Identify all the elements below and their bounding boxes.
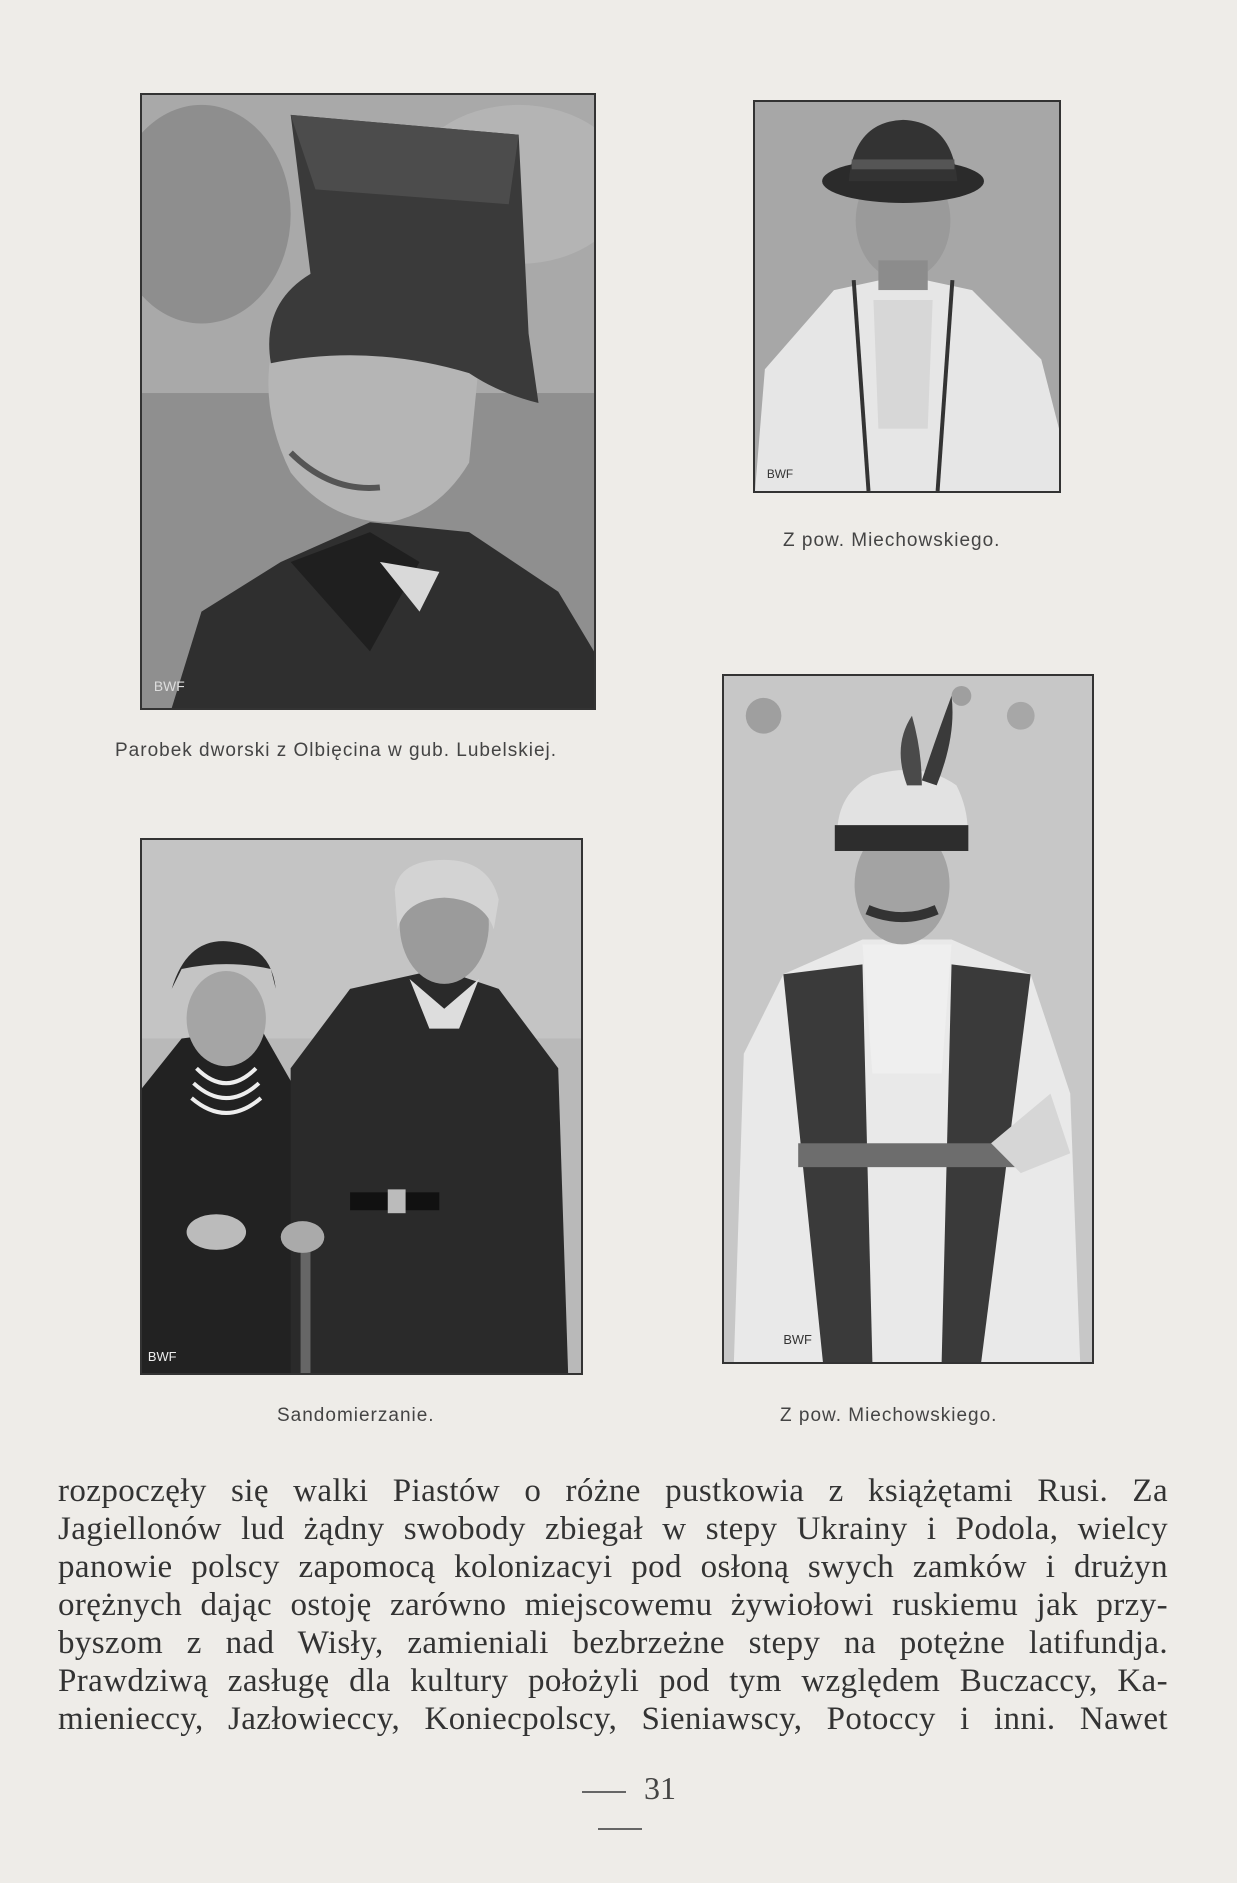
page-number: 31 (644, 1770, 676, 1806)
photographer-mark: BWF (153, 678, 185, 695)
body-line: Jagiellonów lud żądny swobody zbiegał w stepy Ukrainy i Podola, wielcy (58, 1511, 1168, 1547)
photographer-mark: BWF (147, 1349, 177, 1365)
dash-left (582, 1791, 626, 1793)
caption-photo4: Z pow. Miechowskiego. (780, 1405, 998, 1426)
photo-parobek-dworski (140, 93, 596, 710)
body-line: byszom z nad Wisły, zamieniali bezbrzeżne stepy na potężne latifundja. (58, 1625, 1168, 1661)
page-number-footer (530, 1770, 710, 1844)
body-line: Prawdziwą zasługę dla kultury położyli pod tym względem Buczaccy, Ka- (58, 1663, 1168, 1699)
photo-miechowskiego-2 (722, 674, 1094, 1364)
body-line: mienieccy, Jazłowieccy, Koniecpolscy, Sieniawscy, Potoccy i inni. Nawet (58, 1701, 1168, 1737)
body-line: panowie polscy zapomocą kolonizacyi pod osłoną swych zamków i drużyn (58, 1549, 1168, 1585)
body-line: rozpoczęły się walki Piastów o różne pustkowia z książętami Rusi. Za (58, 1473, 1168, 1509)
photographer-mark: BWF (766, 467, 794, 482)
caption-photo3: Sandomierzanie. (277, 1405, 435, 1426)
caption-photo2: Z pow. Miechowskiego. (783, 530, 1001, 551)
body-line: orężnych dając ostoję zarówno miejscowemu żywiołowi ruskiemu jak przy- (58, 1587, 1168, 1623)
dash-right (598, 1828, 642, 1830)
photo-miechowskiego-1 (753, 100, 1061, 493)
body-text (58, 1472, 1168, 1738)
caption-photo1: Parobek dworski z Olbięcina w gub. Lubelskiej. (115, 740, 558, 761)
photo-sandomierzanie (140, 838, 583, 1375)
photographer-mark: BWF (783, 1332, 812, 1348)
